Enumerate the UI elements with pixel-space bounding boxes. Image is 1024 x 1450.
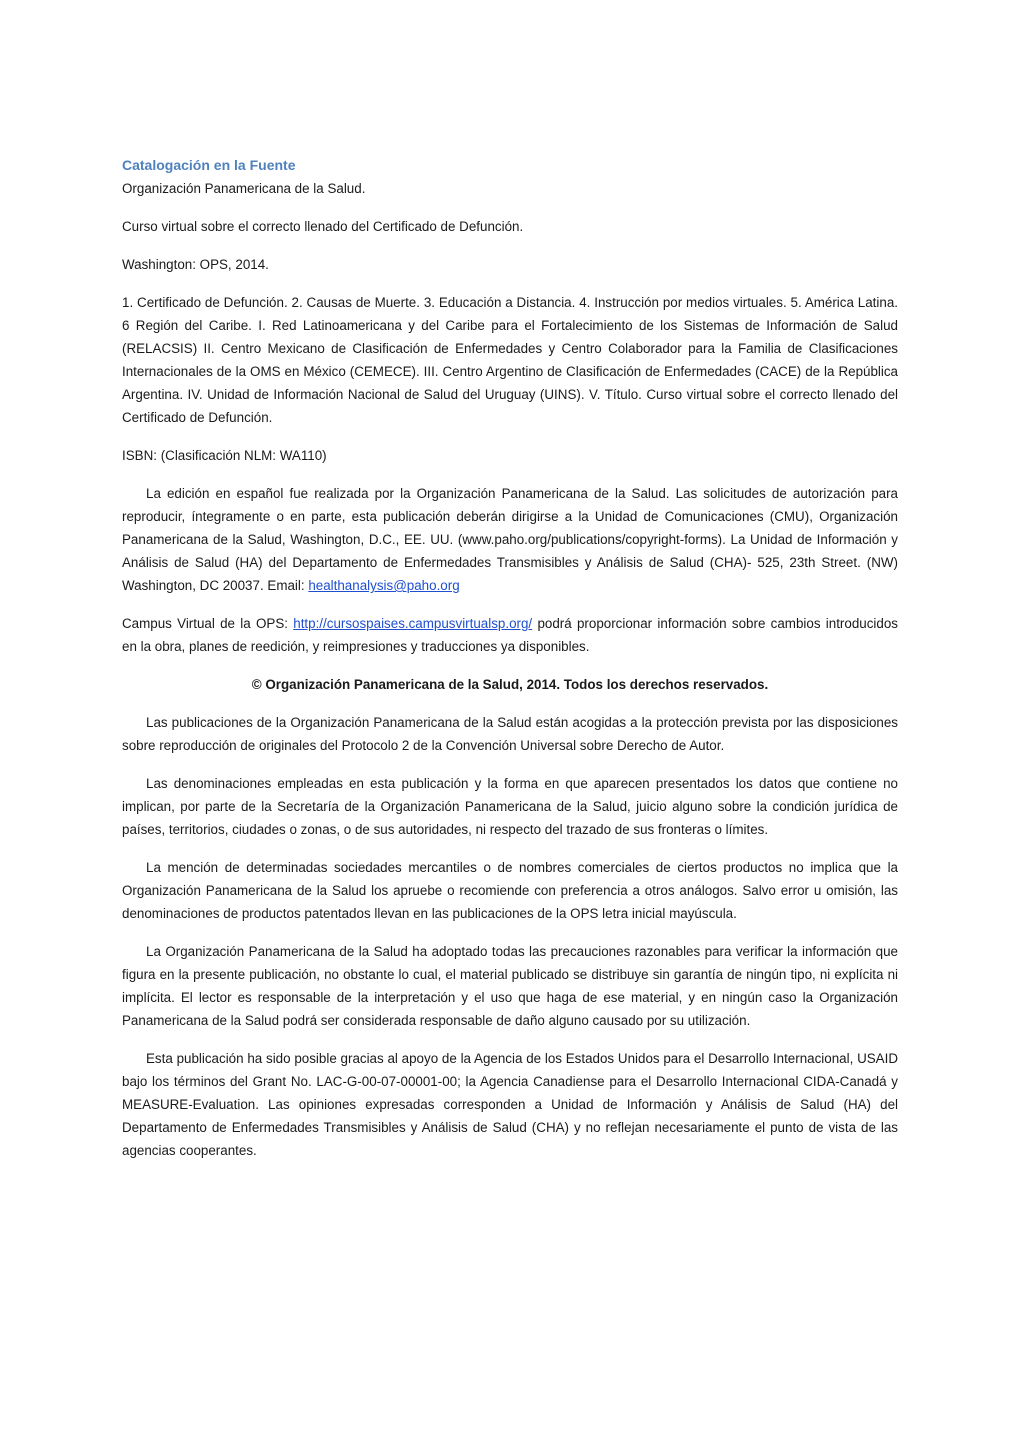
campus-paragraph <box>122 612 898 658</box>
email-link[interactable]: healthanalysis@paho.org <box>308 578 460 593</box>
catalog-isbn: ISBN: (Clasificación NLM: WA110) <box>122 448 327 463</box>
document-page <box>122 154 898 1177</box>
copyright-notice: © Organización Panamericana de la Salud, 2014. Todos los derechos reservados. <box>251 677 769 692</box>
campus-prefix: Campus Virtual de la OPS: <box>122 616 294 631</box>
edition-paragraph <box>122 482 898 597</box>
campus-url-link[interactable]: http://cursospaises.campusvirtualsp.org/ <box>293 616 533 631</box>
denominations-paragraph: Las denominaciones empleadas en esta publicación y la forma en que aparecen presentados los datos que contiene no implican, por parte de la Secretaría de la Organización Panamericana de la Salud, juicio alguno sobre la condición jurídica de países, territorios, ciudades o zonas, o de sus autoridades, ni respecto del trazado de sus fronteras o límites. <box>122 776 898 837</box>
campus-suffix: podrá proporcionar información sobre cambios introducidos en la obra, planes de reedición, y reimpresiones y traducciones ya disponibles. <box>122 616 898 654</box>
catalog-title: Curso virtual sobre el correcto llenado del Certificado de Defunción. <box>122 219 524 234</box>
catalog-org: Organización Panamericana de la Salud. <box>122 181 366 196</box>
support-paragraph: Esta publicación ha sido posible gracias al apoyo de la Agencia de los Estados Unidos para el Desarrollo Internacional, USAID bajo los términos del Grant No. LAC-G-00-07-00001-00; la Agencia Canadiense para el Desarrollo Internacional CIDA-Canadá y MEASURE-Evaluation. Las opiniones expresadas corresponden a Unidad de Información y Análisis de Salud (HA) del Departamento de Enfermedades Transmisibles y Análisis de Salud (CHA) y no reflejan necesariamente el punto de vista de las agencias cooperantes. <box>122 1051 898 1158</box>
catalog-heading: Catalogación en la Fuente <box>122 157 296 173</box>
catalog-publisher: Washington: OPS, 2014. <box>122 257 269 272</box>
companies-paragraph: La mención de determinadas sociedades mercantiles o de nombres comerciales de ciertos productos no implica que la Organización Panamericana de la Salud los apruebe o recomiende con preferencia a otros análogos. Salvo error u omisión, las denominaciones de productos patentados llevan en las publicaciones de la OPS letra inicial mayúscula. <box>122 860 898 921</box>
edition-text: La edición en español fue realizada por la Organización Panamericana de la Salud. Las solicitudes de autorización para reproducir, íntegramente o en parte, esta publicación deberán dirigirse a la Unidad de Comunicaciones (CMU), Organización Panamericana de la Salud, Washington, D.C., EE. UU. (www.paho.org/publications/copyright-forms). La Unidad de Información y Análisis de Salud (HA) del Departamento de Enfermedades Transmisibles y Análisis de Salud (CHA)- 525, 23th Street. (NW) Washington, DC 20037. Email: <box>122 486 898 593</box>
catalog-subjects: 1. Certificado de Defunción. 2. Causas de Muerte. 3. Educación a Distancia. 4. Instrucción por medios virtuales. 5. América Latina. 6 Región del Caribe. I. Red Latinoamericana y del Caribe para el Fortalecimiento de los Sistemas de Información de Salud (RELACSIS) II. Centro Mexicano de Clasificación de Enfermedades y Centro Colaborador para la Familia de Clasificaciones Internacionales de la OMS en México (CEMECE). III. Centro Argentino de Clasificación de Enfermedades (CACE) de la República Argentina. IV. Unidad de Información Nacional de Salud del Uruguay (UINS). V. Título. Curso virtual sobre el correcto llenado del Certificado de Defunción. <box>122 295 898 425</box>
protection-paragraph: Las publicaciones de la Organización Panamericana de la Salud están acogidas a la protección prevista por las disposiciones sobre reproducción de originales del Protocolo 2 de la Convención Universal sobre Derecho de Autor. <box>122 715 898 753</box>
precautions-paragraph: La Organización Panamericana de la Salud ha adoptado todas las precauciones razonables para verificar la información que figura en la presente publicación, no obstante lo cual, el material publicado se distribuye sin garantía de ningún tipo, ni explícita ni implícita. El lector es responsable de la interpretación y el uso que haga de ese material, y en ningún caso la Organización Panamericana de la Salud podrá ser considerada responsable de daño alguno causado por su utilización. <box>122 944 898 1028</box>
